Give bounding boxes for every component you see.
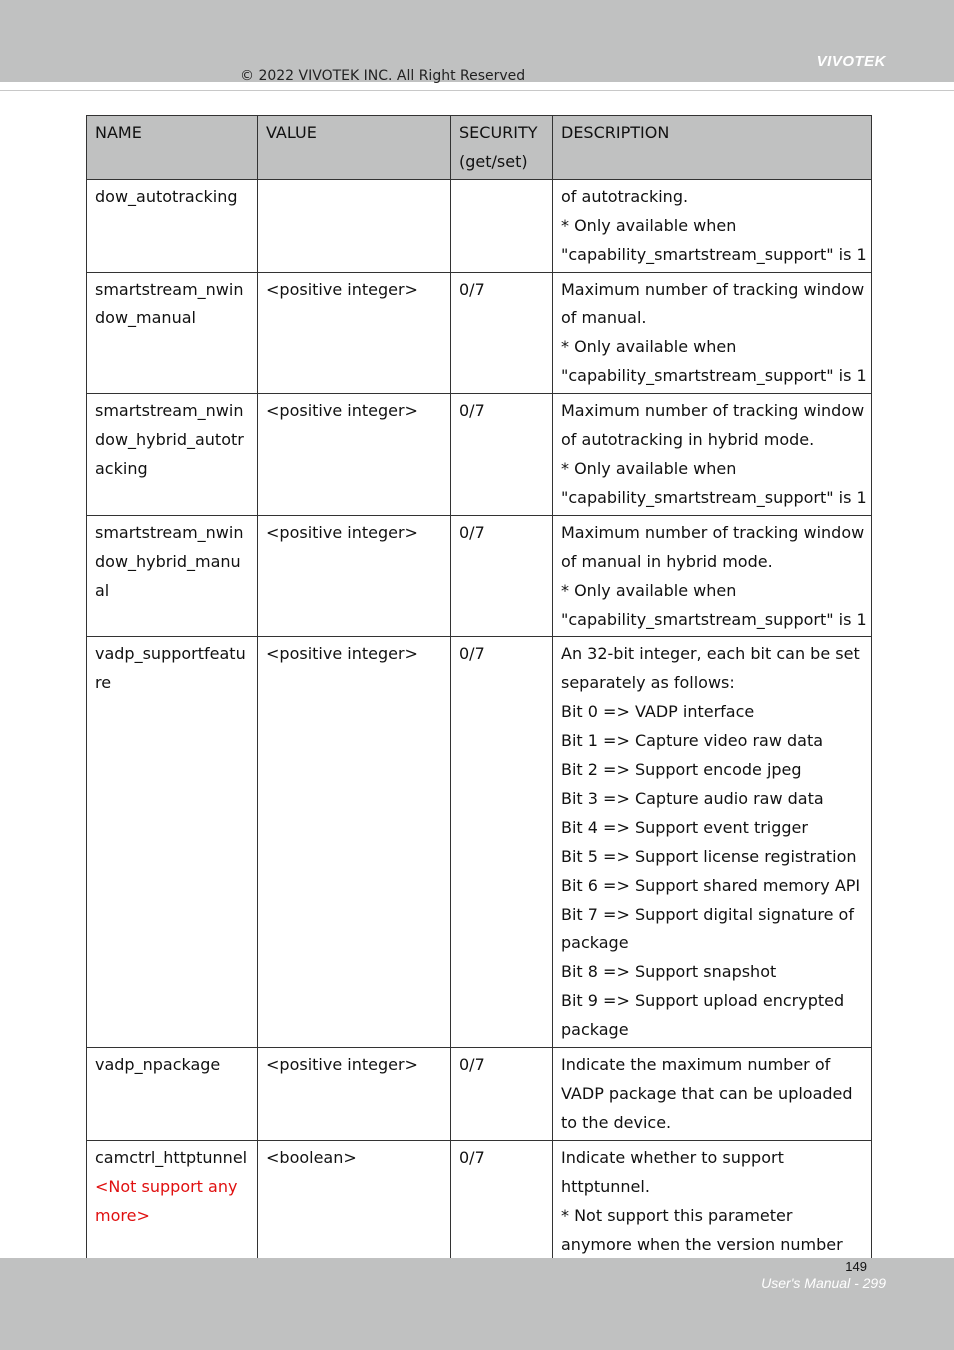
param-name: vadp_supportfeature — [95, 644, 246, 693]
table-row — [87, 272, 872, 394]
param-description-cell — [553, 394, 872, 516]
table-row — [87, 1048, 872, 1141]
param-name-cell — [87, 1048, 258, 1141]
table-row — [87, 1140, 872, 1262]
description-line: httptunnel. — [561, 1176, 650, 1196]
description-line: Indicate whether to support — [561, 1147, 784, 1167]
security-header-line2: (get/set) — [459, 151, 528, 171]
description-line: * Only available when — [561, 337, 737, 357]
param-security-cell: 0/7 — [451, 394, 553, 516]
description-line: of autotracking in hybrid mode. — [561, 430, 815, 450]
table-row — [87, 515, 872, 637]
description-line: of autotracking. — [561, 186, 689, 206]
description-line: VADP package that can be uploaded — [561, 1084, 853, 1103]
description-line: An 32-bit integer, each bit can be set — [561, 644, 860, 664]
param-description-cell — [553, 637, 872, 1048]
description-line: * Only available when — [561, 580, 737, 600]
param-name: dow_autotracking — [95, 186, 238, 206]
param-security-cell — [451, 179, 553, 272]
brand-logo-text: VIVOTEK — [816, 53, 886, 70]
param-name: camctrl_httptunnel — [95, 1147, 248, 1167]
description-line: of manual in hybrid mode. — [561, 551, 773, 571]
param-description-cell — [553, 515, 872, 637]
deprecated-note: <Not support anymore> — [95, 1176, 238, 1225]
param-description-cell — [553, 179, 872, 272]
column-header-value: VALUE — [258, 116, 451, 180]
description-line: "capability_smartstream_support" is 1 — [561, 609, 867, 629]
param-value-cell — [258, 179, 451, 272]
param-name-cell — [87, 515, 258, 637]
param-security-cell: 0/7 — [451, 515, 553, 637]
param-name-cell — [87, 1140, 258, 1262]
description-line: Bit 2 => Support encode jpeg — [561, 760, 802, 780]
param-description-cell — [553, 1140, 872, 1262]
param-security-cell: 0/7 — [451, 637, 553, 1048]
copyright-notice: © 2022 VIVOTEK INC. All Right Reserved — [240, 68, 526, 84]
description-line: Bit 1 => Capture video raw data — [561, 731, 824, 751]
column-header-description: DESCRIPTION — [553, 116, 872, 180]
description-line: anymore when the version number — [561, 1234, 843, 1254]
param-description-cell — [553, 272, 872, 394]
param-name: vadp_npackage — [95, 1055, 221, 1075]
table-row — [87, 179, 872, 272]
parameter-table — [86, 115, 872, 1262]
description-line: "capability_smartstream_support" is 1 — [561, 366, 867, 386]
description-line: * Only available when — [561, 458, 737, 478]
param-description-cell — [553, 1048, 872, 1141]
table-row — [87, 394, 872, 516]
column-header-security — [451, 116, 553, 180]
param-security-cell: 0/7 — [451, 1140, 553, 1262]
description-line: Bit 9 => Support upload encrypted — [561, 991, 845, 1011]
description-line: * Only available when — [561, 215, 737, 235]
description-line: Bit 0 => VADP interface — [561, 702, 755, 722]
description-line: Maximum number of tracking window — [561, 279, 865, 299]
table-header-row — [87, 116, 872, 180]
description-line: to the device. — [561, 1112, 672, 1132]
param-value-cell: <positive integer> — [258, 394, 451, 516]
param-name-cell — [87, 272, 258, 394]
param-value-cell: <boolean> — [258, 1140, 451, 1262]
param-name: smartstream_nwindow_hybrid_autotracking — [95, 401, 244, 478]
description-line: package — [561, 933, 629, 953]
param-security-cell: 0/7 — [451, 1048, 553, 1141]
description-line: Bit 5 => Support license registration — [561, 846, 857, 866]
description-line: Bit 7 => Support digital signature of — [561, 904, 854, 924]
param-name-cell — [87, 394, 258, 516]
param-value-cell: <positive integer> — [258, 515, 451, 637]
param-name: smartstream_nwindow_hybrid_manual — [95, 522, 244, 600]
description-line: Bit 6 => Support shared memory API — [561, 875, 861, 895]
header-divider — [0, 90, 954, 91]
param-value-cell: <positive integer> — [258, 637, 451, 1048]
param-name: smartstream_nwindow_manual — [95, 279, 244, 328]
description-line: Indicate the maximum number of — [561, 1055, 831, 1075]
description-line: "capability_smartstream_support" is 1 — [561, 487, 867, 507]
description-line: Bit 8 => Support snapshot — [561, 962, 777, 982]
security-header-line1: SECURITY — [459, 123, 538, 142]
table-row — [87, 637, 872, 1048]
param-name-cell — [87, 637, 258, 1048]
description-line: of manual. — [561, 308, 647, 328]
description-line: separately as follows: — [561, 673, 735, 693]
description-line: Bit 4 => Support event trigger — [561, 817, 808, 837]
description-line: Maximum number of tracking window — [561, 522, 865, 542]
param-security-cell: 0/7 — [451, 272, 553, 394]
description-line: Maximum number of tracking window — [561, 401, 865, 421]
param-value-cell: <positive integer> — [258, 1048, 451, 1141]
page-number: 149 — [845, 1259, 867, 1274]
param-name-cell — [87, 179, 258, 272]
footer-band — [0, 1258, 954, 1350]
description-line: * Not support this parameter — [561, 1205, 793, 1225]
param-value-cell: <positive integer> — [258, 272, 451, 394]
description-line: "capability_smartstream_support" is 1 — [561, 244, 867, 264]
description-line: package — [561, 1020, 629, 1040]
description-line: Bit 3 => Capture audio raw data — [561, 788, 824, 808]
manual-page-label: User's Manual - 299 — [761, 1275, 886, 1291]
column-header-name: NAME — [87, 116, 258, 180]
